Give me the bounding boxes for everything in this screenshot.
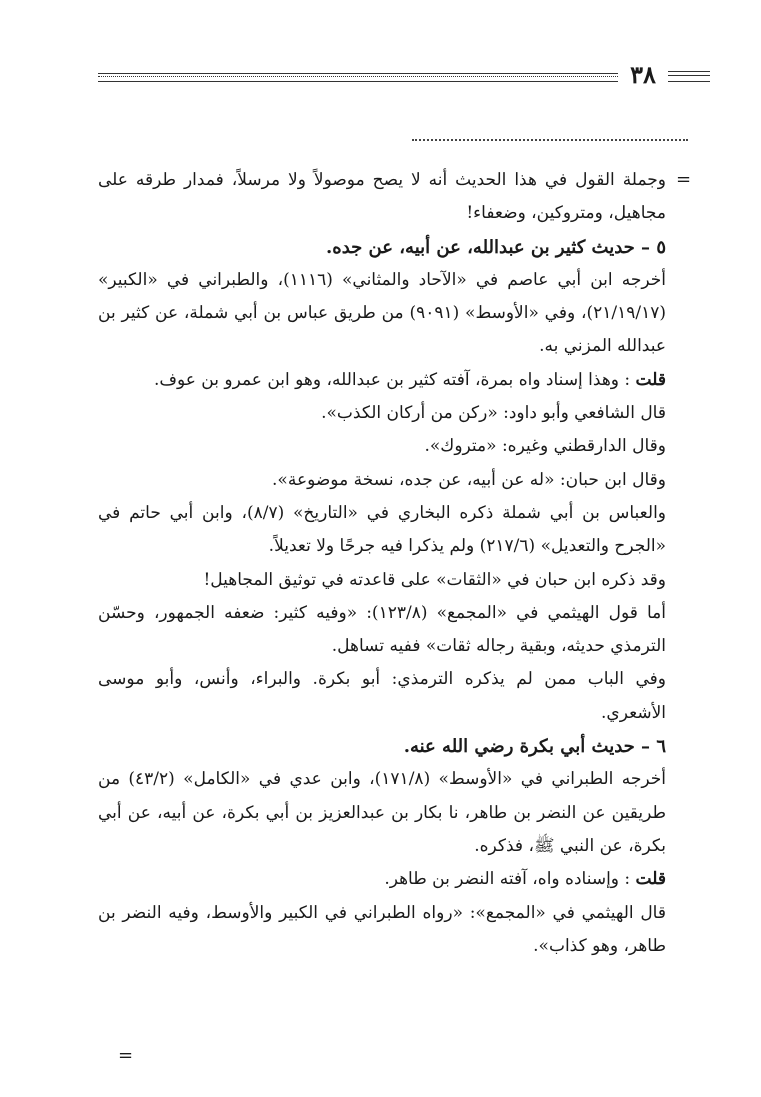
paragraph-13: أخرجه الطبراني في «الأوسط» (١٧١/٨)، وابن عدي في «الكامل» (٤٣/٢) من طريقين عن النضر بن طاهر، نا بكار بن عبدالعزيز بن أبي بكرة، عن أبيه، عن أبي بكرة، عن النبي ﷺ، فذكره. bbox=[98, 769, 666, 856]
qult-text: : وإسناده واه، آفته النضر بن طاهر. bbox=[384, 869, 631, 890]
paragraph-8: والعباس بن أبي شملة ذكره البخاري في «التاريخ» (٨/٧)، وابن أبي حاتم في «الجرح والتعديل» (٢١٧/٦) ولم يذكرا فيه جرحًا ولا تعديلاً. bbox=[98, 502, 666, 557]
page-number: ٣٨ bbox=[630, 60, 656, 89]
paragraph-11: وفي الباب ممن لم يذكره الترمذي: أبو بكرة. والبراء، وأنس، وأبو موسى الأشعري. bbox=[98, 669, 666, 723]
continuation-mark-bottom: = bbox=[118, 1045, 134, 1066]
section-heading-5: ٥ – حديث كثير بن عبدالله، عن أبيه، عن جده. bbox=[326, 236, 666, 258]
page-header bbox=[98, 62, 710, 92]
header-rule-left bbox=[98, 73, 618, 82]
qult-label: قلت bbox=[635, 869, 666, 890]
paragraph-14 bbox=[98, 863, 666, 896]
page-body bbox=[98, 164, 666, 963]
paragraph-7: وقال ابن حبان: «له عن أبيه، عن جده، نسخة موضوعة». bbox=[272, 469, 666, 490]
paragraph-4 bbox=[98, 364, 666, 397]
qult-text: : وهذا إسناد واه بمرة، آفته كثير بن عبدالله، وهو ابن عمرو بن عوف. bbox=[153, 369, 631, 390]
qult-label: قلت bbox=[635, 369, 666, 390]
paragraph-3: أخرجه ابن أبي عاصم في «الآحاد والمثاني» (١١١٦)، والطبراني في «الكبير» (٢١/١٩/١٧)، وفي «الأوسط» (٩٠٩١) من طريق عباس بن أبي شملة، عن كثير بن عبدالله المزني به. bbox=[98, 269, 666, 357]
paragraph-1: وجملة القول في هذا الحديث أنه لا يصح موصولاً ولا مرسلاً، فمدار طرقه على مجاهيل، ومتروكين، وضعفاء! bbox=[98, 170, 666, 224]
paragraph-10: أما قول الهيثمي في «المجمع» (١٢٣/٨): «وفيه كثير: ضعفه الجمهور، وحسّن الترمذي حديثه، وبقية رجاله ثقات» ففيه تساهل. bbox=[98, 602, 666, 657]
dotted-separator bbox=[412, 139, 688, 141]
header-rule-right bbox=[668, 71, 710, 82]
paragraph-15: قال الهيثمي في «المجمع»: «رواه الطبراني في الكبير والأوسط، وفيه النضر بن طاهر، وهو كذاب». bbox=[98, 902, 666, 956]
paragraph-5: قال الشافعي وأبو داود: «ركن من أركان الكذب». bbox=[321, 403, 666, 424]
paragraph-6: وقال الدارقطني وغيره: «متروك». bbox=[424, 436, 666, 457]
continuation-mark-top: = bbox=[676, 169, 692, 190]
section-heading-6: ٦ – حديث أبي بكرة رضي الله عنه. bbox=[403, 736, 666, 758]
paragraph-9: وقد ذكره ابن حبان في «الثقات» على قاعدته في توثيق المجاهيل! bbox=[203, 569, 666, 590]
